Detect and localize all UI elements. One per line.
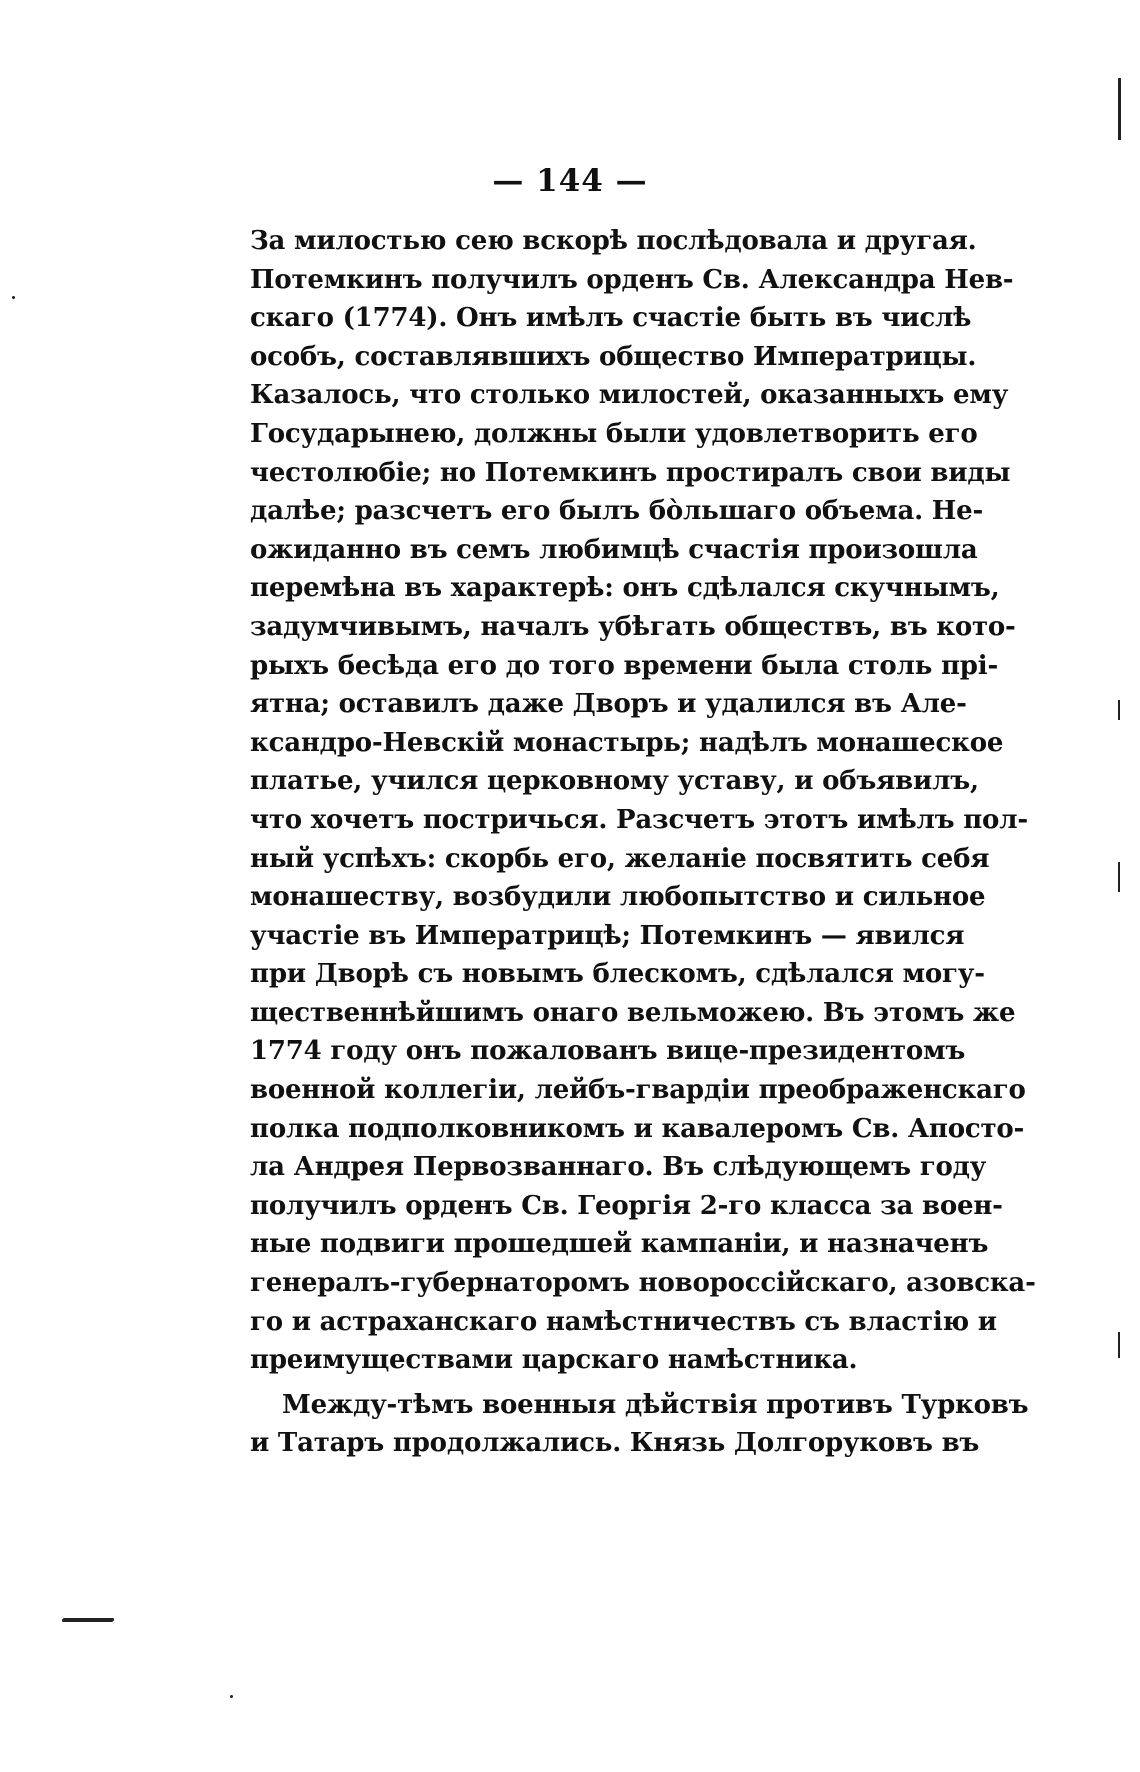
text-line: ла Андрея Первозваннаго. Въ слѣдующемъ году <box>250 1152 987 1183</box>
body-text <box>250 222 1036 1463</box>
ink-smudge <box>61 1618 114 1622</box>
text-line: особъ, составлявшихъ общество Императрицы. <box>250 341 977 372</box>
text-line: что хочетъ постричься. Разсчетъ этотъ имѣлъ пол- <box>250 804 1028 835</box>
text-line: Государынею, должны были удовлетворить его <box>250 418 978 449</box>
text-line: Между-тѣмъ военныя дѣйствія противъ Турковъ <box>282 1389 1029 1420</box>
text-line: далѣе; разсчетъ его былъ бо̀льшаго объема. Не- <box>250 496 984 527</box>
paragraph-2 <box>250 1386 1029 1463</box>
text-line: честолюбіе; но Потемкинъ простиралъ свои виды <box>250 457 1011 488</box>
text-line: и Татаръ продолжались. Князь Долгоруковъ въ <box>250 1428 980 1459</box>
ink-speck <box>12 296 15 299</box>
text-line: ожиданно въ семъ любимцѣ счастія произошла <box>250 534 978 565</box>
text-line: Казалось, что столько милостей, оказанныхъ ему <box>250 380 1009 411</box>
text-line: ный успѣхъ: скорбь его, желаніе посвятить себя <box>250 843 990 874</box>
ink-speck <box>230 1695 233 1698</box>
text-line: участіе въ Императрицѣ; Потемкинъ — явился <box>250 920 965 951</box>
text-line: платье, учился церковному уставу, и объявилъ, <box>250 766 979 797</box>
text-line: го и астраханскаго намѣстничествъ съ властію и <box>250 1306 997 1337</box>
text-line: перемѣна въ характерѣ: онъ сдѣлался скучнымъ, <box>250 573 1000 604</box>
text-line: задумчивымъ, началъ убѣгать обществъ, въ кото- <box>250 611 1016 642</box>
text-line: военной коллегіи, лейбъ-гвардіи преображенскаго <box>250 1075 1026 1106</box>
scan-edge-mark <box>1118 862 1120 892</box>
text-line: получилъ орденъ Св. Георгія 2-го класса за воен- <box>250 1190 1003 1221</box>
text-line: генералъ-губернаторомъ новороссійскаго, азовска- <box>250 1268 1036 1299</box>
scan-edge-mark <box>1118 78 1121 140</box>
text-line: ятна; оставилъ даже Дворъ и удалился въ Але- <box>250 689 967 720</box>
text-line: щественнѣйшимъ онаго вельможею. Въ этомъ же <box>250 997 1016 1028</box>
text-line: рыхъ бесѣда его до того времени была столь прі- <box>250 650 999 681</box>
text-line: скаго (1774). Онъ имѣлъ счастіе быть въ числѣ <box>250 303 972 334</box>
scan-edge-mark <box>1118 1332 1120 1358</box>
text-line: полка подполковникомъ и кавалеромъ Св. Апосто- <box>250 1113 1025 1144</box>
text-line: преимуществами царскаго намѣстника. <box>250 1345 858 1376</box>
page-number: — 144 — <box>492 163 648 199</box>
text-line: ные подвиги прошедшей кампаніи, и назначенъ <box>250 1229 989 1260</box>
text-line: 1774 году онъ пожалованъ вице-президентомъ <box>250 1036 966 1067</box>
text-line: при Дворѣ съ новымъ блескомъ, сдѣлался могу- <box>250 959 985 990</box>
text-line: Потемкинъ получилъ орденъ Св. Александра Нев- <box>250 264 1014 295</box>
scan-edge-mark <box>1118 700 1120 720</box>
text-line: За милостью сею вскорѣ послѣдовала и другая. <box>250 226 977 256</box>
paragraph-1 <box>250 222 1036 1380</box>
text-line: ксандро-Невскій монастырь; надѣлъ монашеское <box>250 727 1004 758</box>
text-line: монашеству, возбудили любопытство и сильное <box>250 882 986 913</box>
